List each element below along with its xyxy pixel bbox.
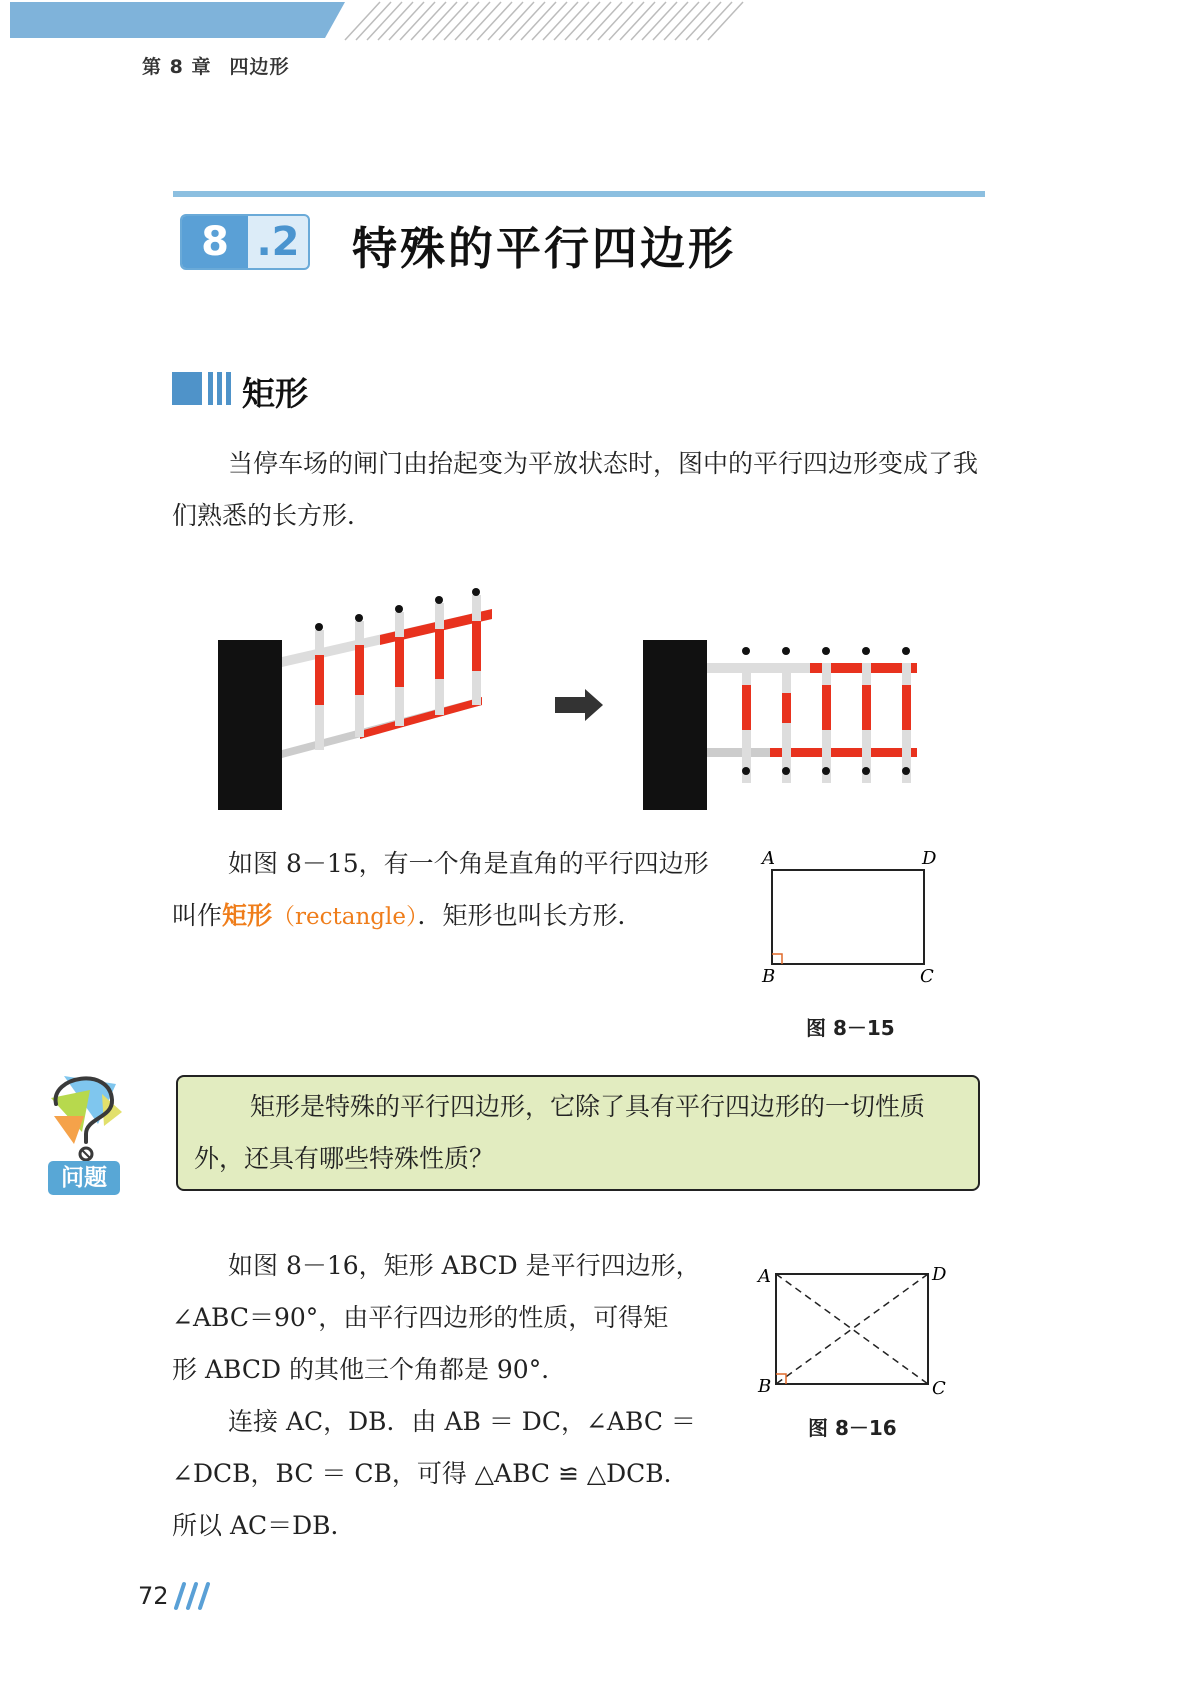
definition-text-before: 如图 8－15，有一个角是直角的平行四边形叫作 [172, 849, 709, 930]
vertex-label-b: B [758, 1376, 772, 1397]
definition-term: 矩形 [222, 901, 273, 930]
section-number-major: 8 [182, 216, 248, 268]
subsection-title: 矩形 [242, 374, 308, 413]
section-number-badge [180, 214, 310, 270]
page-number-slashes [170, 1580, 218, 1612]
barrier-gate-illustration [210, 585, 950, 815]
vertex-label-c: C [920, 966, 934, 987]
proof-line: ∠ABC＝90°，由平行四边形的性质，可得矩 [172, 1303, 669, 1332]
section-title: 特殊的平行四边形 [352, 222, 737, 275]
section-divider [173, 191, 985, 197]
figure-8-15 [752, 848, 942, 988]
vertex-label-a: A [762, 848, 775, 869]
vertex-label-d: D [922, 848, 937, 869]
figure-8-16-caption: 图 8－16 [808, 1416, 897, 1440]
vertex-label-b: B [762, 966, 776, 987]
proof-line: 所以 AC＝DB． [172, 1511, 356, 1540]
page-number: 72 [138, 1582, 169, 1610]
right-angle-marker [772, 954, 782, 964]
proof-line [172, 1396, 722, 1448]
proof-line: 形 ABCD 的其他三个角都是 90°． [172, 1355, 567, 1384]
question-text-block [194, 1081, 964, 1185]
proof-line: ∠DCB，BC ＝ CB，可得 △ABC ≌ △DCB． [172, 1459, 689, 1488]
proof-line-text: 如图 8－16，矩形 ABCD 是平行四边形， [228, 1251, 701, 1280]
rectangle-abcd [772, 870, 924, 964]
question-box [176, 1075, 980, 1191]
question-icon [46, 1070, 126, 1162]
lowered-barrier-image [643, 640, 917, 810]
intro-paragraph [172, 438, 990, 542]
subsection-marker-bar [208, 372, 213, 405]
proof-line [172, 1240, 722, 1292]
figure-8-15-caption: 图 8－15 [806, 1016, 895, 1040]
definition-paragraph [172, 838, 717, 943]
top-decorative-bar [0, 0, 1190, 44]
definition-term-english: （rectangle） [272, 904, 418, 930]
chapter-header [142, 52, 289, 79]
arrow-right-icon [555, 689, 603, 721]
vertex-label-d: D [932, 1264, 947, 1285]
vertex-label-c: C [932, 1378, 946, 1399]
chapter-number: 第 8 章 [142, 56, 212, 78]
proof-line-text: 连接 AC，DB．由 AB ＝ DC，∠ABC ＝ [228, 1407, 696, 1436]
subsection-marker-bar [226, 372, 231, 405]
subsection-marker-bar [217, 372, 222, 405]
intro-text: 当停车场的闸门由抬起变为平放状态时，图中的平行四边形变成了我们熟悉的长方形． [172, 449, 979, 530]
vertex-label-a: A [758, 1266, 771, 1287]
figure-8-16 [752, 1252, 952, 1402]
subsection-marker-block [172, 372, 202, 405]
section-number-minor: .2 [256, 219, 300, 265]
question-badge: 问题 [48, 1161, 120, 1195]
chapter-title: 四边形 [229, 56, 290, 78]
proof-paragraph [172, 1240, 722, 1552]
raised-barrier-image [218, 588, 492, 810]
question-text: 矩形是特殊的平行四边形，它除了具有平行四边形的一切性质外，还具有哪些特殊性质？ [194, 1092, 926, 1173]
definition-text-after: ．矩形也叫长方形． [417, 901, 643, 930]
